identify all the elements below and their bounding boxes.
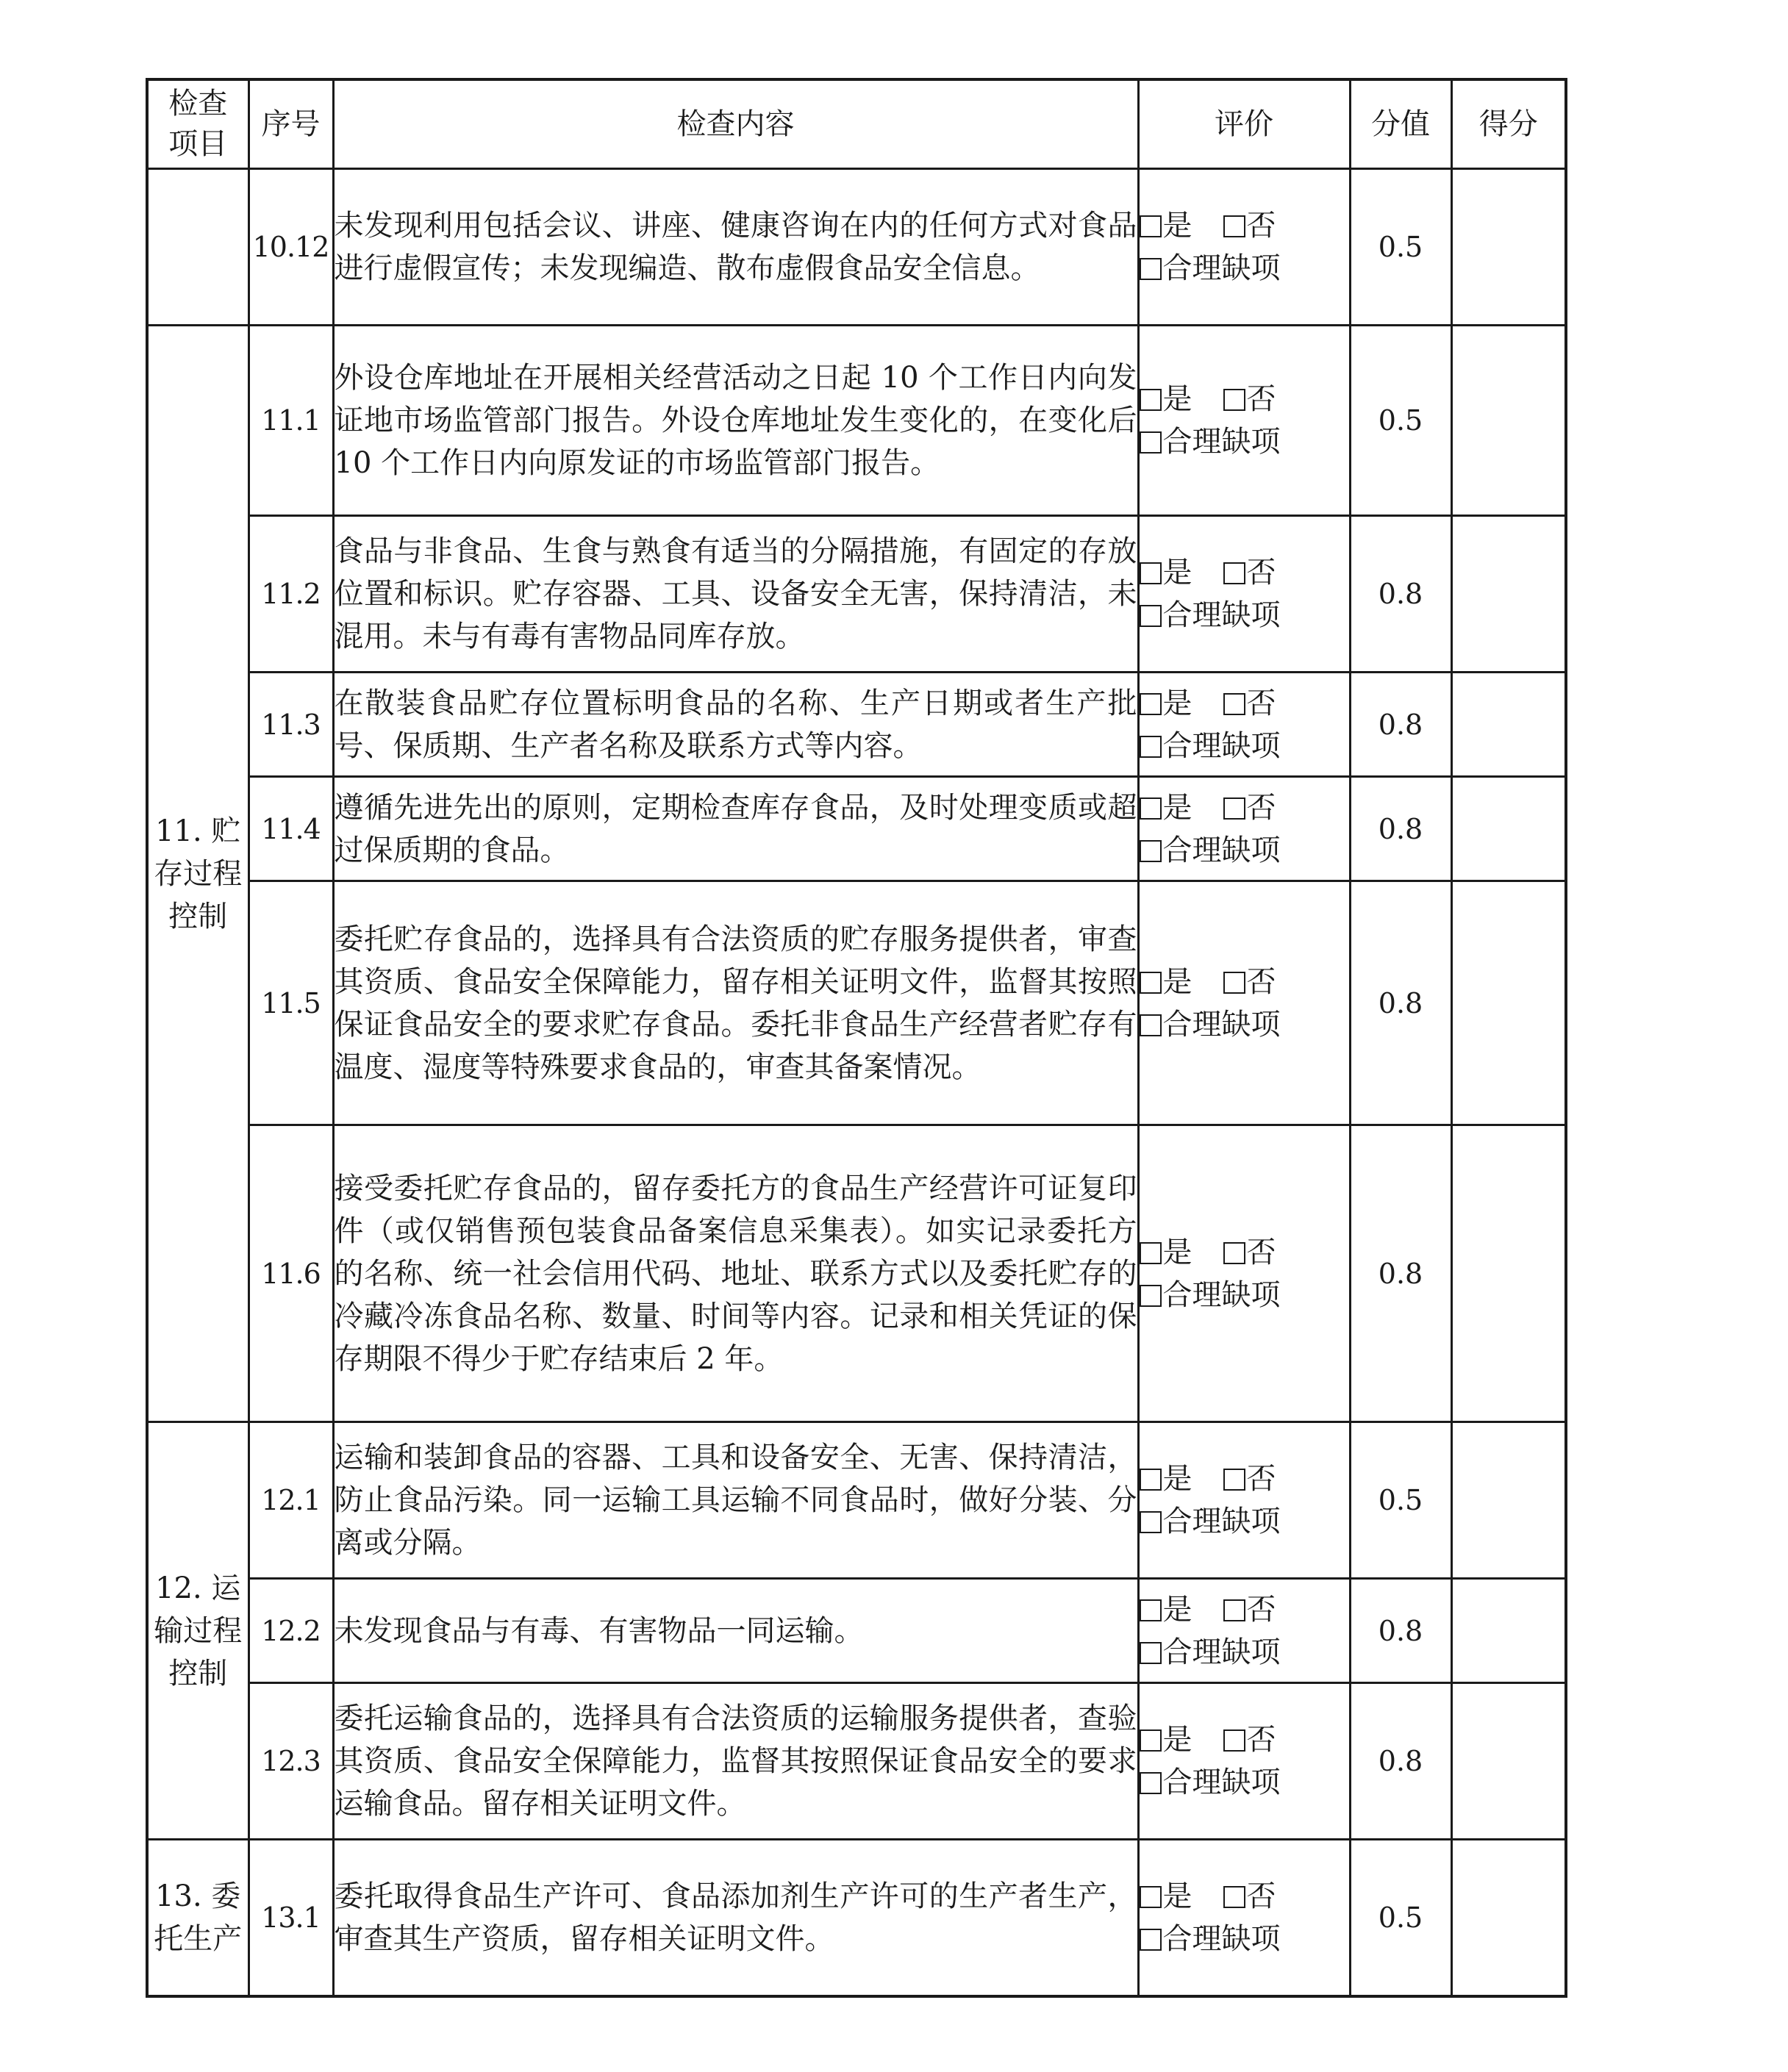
score-cell[interactable] [1451,1840,1566,1996]
score-cell[interactable] [1451,326,1566,516]
checkbox-na[interactable] [1140,258,1162,280]
inspection-checklist-table [146,78,1567,1998]
item-content: 未发现利用包括会议、讲座、健康咨询在内的任何方式对食品进行虚假宣传；未发现编造、散布虚假食品安全信息。 [333,169,1138,326]
checkbox-na[interactable] [1140,1772,1162,1794]
checkbox-yes[interactable] [1140,972,1162,994]
option-na-label: 合理缺项 [1162,1765,1281,1799]
checkbox-no[interactable] [1223,1242,1245,1264]
option-yes-label: 是 [1162,556,1192,589]
checkbox-no[interactable] [1223,1729,1245,1752]
table-row [147,326,1566,516]
checkbox-no[interactable] [1223,1469,1245,1491]
option-no-label: 否 [1246,686,1276,720]
option-yes-label: 是 [1162,382,1192,416]
checkbox-na[interactable] [1140,431,1162,454]
item-content: 食品与非食品、生食与熟食有适当的分隔措施，有固定的存放位置和标识。贮存容器、工具、设备安全无害，保持清洁，未混用。未与有毒有害物品同库存放。 [333,516,1138,673]
option-yes-label: 是 [1162,209,1192,243]
table-row [147,673,1566,777]
option-yes-label: 是 [1162,1462,1192,1496]
evaluation-options [1138,673,1350,777]
item-number: 12.3 [248,1683,333,1840]
table-row [147,1422,1566,1579]
option-yes-label: 是 [1162,1879,1192,1913]
header-evaluation: 评价 [1138,79,1350,169]
table-row [147,1125,1566,1422]
checkbox-yes[interactable] [1140,797,1162,820]
option-na-label: 合理缺项 [1162,1921,1281,1956]
checkbox-no[interactable] [1223,972,1245,994]
checkbox-yes[interactable] [1140,1599,1162,1621]
section-title: 12. 运输过程控制 [147,1422,248,1840]
option-na-label: 合理缺项 [1162,1505,1281,1538]
item-content: 在散装食品贮存位置标明食品的名称、生产日期或者生产批号、保质期、生产者名称及联系方式等内容。 [333,673,1138,777]
checkbox-na[interactable] [1140,840,1162,862]
item-number: 11.2 [248,516,333,673]
checkbox-na[interactable] [1140,1285,1162,1307]
option-yes-label: 是 [1162,1235,1192,1269]
checkbox-no[interactable] [1223,797,1245,820]
section-title: 11. 贮存过程控制 [147,326,248,1422]
checkbox-yes[interactable] [1140,1729,1162,1752]
option-yes-label: 是 [1162,964,1192,999]
header-seq: 序号 [248,79,333,169]
checkbox-no[interactable] [1223,1886,1245,1908]
evaluation-options [1138,1840,1350,1996]
table-row [147,169,1566,326]
item-points: 0.8 [1350,777,1451,881]
item-points: 0.5 [1350,1422,1451,1579]
item-content: 委托贮存食品的，选择具有合法资质的贮存服务提供者，审查其资质、食品安全保障能力，留存相关证明文件，监督其按照保证食品安全的要求贮存食品。委托非食品生产经营者贮存有温度、湿度等特殊要求食品的，审查其备案情况。 [333,881,1138,1125]
option-na-label: 合理缺项 [1162,425,1281,459]
checkbox-yes[interactable] [1140,693,1162,715]
table-row [147,516,1566,673]
option-no-label: 否 [1246,1723,1276,1757]
checkbox-no[interactable] [1223,1599,1245,1621]
score-cell[interactable] [1451,673,1566,777]
option-yes-label: 是 [1162,1592,1192,1627]
option-na-label: 合理缺项 [1162,251,1281,285]
checkbox-yes[interactable] [1140,562,1162,584]
checkbox-no[interactable] [1223,389,1245,411]
item-number: 11.6 [248,1125,333,1422]
option-no-label: 否 [1246,1879,1276,1913]
item-number: 11.3 [248,673,333,777]
header-row [147,79,1566,169]
table-row [147,1683,1566,1840]
header-points: 分值 [1350,79,1451,169]
option-na-label: 合理缺项 [1162,1277,1281,1312]
option-na-label: 合理缺项 [1162,833,1281,867]
checkbox-yes[interactable] [1140,1242,1162,1264]
option-yes-label: 是 [1162,1723,1192,1757]
option-na-label: 合理缺项 [1162,728,1281,763]
checkbox-no[interactable] [1223,693,1245,715]
item-content: 遵循先进先出的原则，定期检查库存食品，及时处理变质或超过保质期的食品。 [333,777,1138,881]
evaluation-options [1138,516,1350,673]
table-row [147,1579,1566,1683]
item-content: 委托运输食品的，选择具有合法资质的运输服务提供者，查验其资质、食品安全保障能力，监督其按照保证食品安全的要求运输食品。留存相关证明文件。 [333,1683,1138,1840]
evaluation-options [1138,1125,1350,1422]
checkbox-yes[interactable] [1140,1469,1162,1491]
table-row [147,777,1566,881]
item-number: 11.4 [248,777,333,881]
evaluation-options [1138,881,1350,1125]
checkbox-na[interactable] [1140,1511,1162,1533]
checkbox-yes[interactable] [1140,215,1162,237]
header-score: 得分 [1451,79,1566,169]
item-content: 未发现食品与有毒、有害物品一同运输。 [333,1579,1138,1683]
checkbox-na[interactable] [1140,736,1162,758]
item-points: 0.5 [1350,326,1451,516]
checkbox-na[interactable] [1140,1014,1162,1036]
checkbox-no[interactable] [1223,562,1245,584]
score-cell[interactable] [1451,1422,1566,1579]
option-yes-label: 是 [1162,790,1192,825]
checkbox-na[interactable] [1140,605,1162,627]
item-points: 0.8 [1350,881,1451,1125]
checkbox-yes[interactable] [1140,1886,1162,1908]
option-no-label: 否 [1246,382,1276,416]
table-row [147,881,1566,1125]
option-na-label: 合理缺项 [1162,598,1281,632]
item-content: 委托取得食品生产许可、食品添加剂生产许可的生产者生产，审查其生产资质，留存相关证明文件。 [333,1840,1138,1996]
option-no-label: 否 [1246,1462,1276,1496]
header-item-label: 检查 项目 [168,87,228,161]
table-row [147,1840,1566,1996]
item-number: 11.1 [248,326,333,516]
item-content: 外设仓库地址在开展相关经营活动之日起 10 个工作日内向发证地市场监管部门报告。外设仓库地址发生变化的，在变化后 10 个工作日内向原发证的市场监管部门报告。 [333,326,1138,516]
checkbox-no[interactable] [1223,215,1245,237]
score-cell[interactable] [1451,1125,1566,1422]
item-number: 13.1 [248,1840,333,1996]
item-points: 0.8 [1350,1683,1451,1840]
evaluation-options [1138,1683,1350,1840]
option-no-label: 否 [1246,1592,1276,1627]
score-cell[interactable] [1451,1683,1566,1840]
option-no-label: 否 [1246,790,1276,825]
evaluation-options [1138,777,1350,881]
option-yes-label: 是 [1162,686,1192,720]
option-no-label: 否 [1246,964,1276,999]
checkbox-na[interactable] [1140,1929,1162,1951]
evaluation-options [1138,169,1350,326]
evaluation-options [1138,326,1350,516]
option-na-label: 合理缺项 [1162,1007,1281,1042]
score-cell[interactable] [1451,1579,1566,1683]
item-points: 0.8 [1350,673,1451,777]
score-cell[interactable] [1451,516,1566,673]
item-content: 运输和装卸食品的容器、工具和设备安全、无害、保持清洁，防止食品污染。同一运输工具运输不同食品时，做好分装、分离或分隔。 [333,1422,1138,1579]
evaluation-options [1138,1579,1350,1683]
score-cell[interactable] [1451,777,1566,881]
score-cell[interactable] [1451,881,1566,1125]
item-points: 0.8 [1350,516,1451,673]
section-title: 13. 委托生产 [147,1840,248,1996]
option-no-label: 否 [1246,209,1276,243]
score-cell[interactable] [1451,169,1566,326]
evaluation-options [1138,1422,1350,1579]
checkbox-yes[interactable] [1140,389,1162,411]
section-title [147,169,248,326]
header-item [147,79,248,169]
item-content: 接受委托贮存食品的，留存委托方的食品生产经营许可证复印件（或仅销售预包装食品备案信息采集表）。如实记录委托方的名称、统一社会信用代码、地址、联系方式以及委托贮存的冷藏冷冻食品名称、数量、时间等内容。记录和相关凭证的保存期限不得少于贮存结束后 2 年。 [333,1125,1138,1422]
item-points: 0.5 [1350,1840,1451,1996]
item-number: 12.2 [248,1579,333,1683]
item-points: 0.8 [1350,1125,1451,1422]
item-number: 11.5 [248,881,333,1125]
option-no-label: 否 [1246,1235,1276,1269]
option-na-label: 合理缺项 [1162,1635,1281,1669]
item-points: 0.5 [1350,169,1451,326]
item-number: 12.1 [248,1422,333,1579]
item-number: 10.12 [248,169,333,326]
option-no-label: 否 [1246,556,1276,589]
checkbox-na[interactable] [1140,1642,1162,1664]
header-content: 检查内容 [333,79,1138,169]
item-points: 0.8 [1350,1579,1451,1683]
